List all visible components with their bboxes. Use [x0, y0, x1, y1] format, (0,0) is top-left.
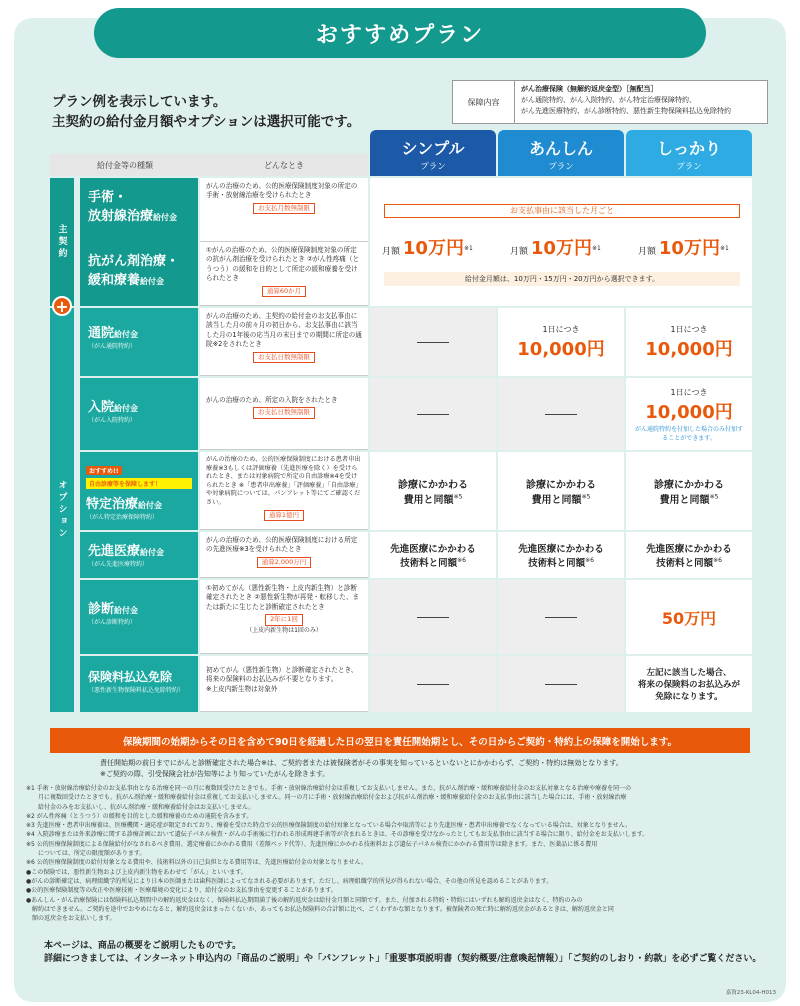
footnote: 月に複数回受けたときでも、抗がん剤治療・緩和療養給付金は重複してお支払いしません。同一の月に手術・放射線治療給付金および抗がん剤治療・緩和療養給付金のお支払事由に該当した場合には、手術・放射線治療 — [26, 794, 627, 802]
cat-special — [80, 452, 198, 530]
cat-diagnosis-suffix: 給付金 — [114, 606, 139, 615]
cat-special-sub: （がん特定治療保障特約） — [86, 514, 159, 521]
cell-inpatient-simple — [370, 378, 496, 450]
main-amount-anshin — [510, 234, 620, 260]
amount-shikkari: 10万円 — [658, 238, 720, 259]
side-label-main: 主契約 — [50, 178, 74, 306]
cat-diagnosis-sub: （がん診断特約） — [88, 619, 137, 626]
cat-waiver — [80, 656, 198, 712]
notice-sub — [100, 758, 623, 780]
cell-advanced-shikkari — [626, 532, 752, 578]
special-mark: ※5 — [581, 493, 591, 501]
advanced-value1: 先進医療にかかわる — [390, 544, 476, 555]
advanced-value2: 技術料と同額 — [400, 558, 458, 569]
cell-special-anshin — [498, 452, 624, 530]
tag-inpatient: お支払日数無制限 — [253, 407, 315, 418]
cat-outpatient-sub: （がん通院特約） — [88, 343, 137, 350]
cond-waiver-text: 初めてがん（悪性新生物）と診断確定されたとき、将来の保険料のお払込みが不要となります。 — [206, 666, 358, 684]
footnote: については、所定の限度額があります。 — [26, 850, 146, 858]
footnote: 給付金のみをお支払いし、抗がん剤治療・緩和療養給付金はお支払いしません。 — [26, 803, 255, 811]
diagnosis-amount: 50万円 — [661, 608, 717, 628]
waiver-value2: 将来の保険料のお払込みが — [637, 680, 740, 690]
footnote: ※5 公的医療保険制度による保険給付がなされるべき費用、選定療養にかかわる費用（差額ベッド代等）、先進医療にかかわる技術料および遺伝子パネル検査にかかわる費用等は除きます。また、医薬品に係る費用 — [26, 840, 598, 848]
cat-inpatient-sub: （がん入院特約） — [88, 417, 137, 424]
cat-advanced — [80, 532, 198, 578]
plan-shikkari-sub: プラン — [676, 162, 702, 172]
cell-special-simple — [370, 452, 496, 530]
cat-surgery-suffix: 給付金 — [153, 213, 178, 222]
cat-diagnosis-name: 診断 — [88, 602, 115, 617]
footnote: ●この保険では、悪性新生物および上皮内新生物をあわせて「がん」といいます。 — [26, 868, 247, 876]
bottom-note-1: 本ページは、商品の概要をご説明したものです。 — [44, 941, 242, 951]
footnote: ●公的医療保険制度等の改正や医療技術・医療環境の変化により、給付金のお支払事由を変更することがあります。 — [26, 887, 337, 895]
per-day-label: 1日につき — [542, 324, 580, 334]
footnote: ●がんの診断確定は、病理組織学的所見により日本の医師または歯科医師によってなされる必要があります。ただし、病理組織学的所見が得られない場合、その他の所見を認めることがあります。 — [26, 877, 553, 885]
footnote: ※1 手術・放射線治療給付金のお支払事由となる治療を同一の月に複数回受けたときでも、手術・放射線治療給付金は重複してお支払いしません。また、抗がん剤治療・緩和療養給付金のお支払対象となる治療や療養を同一の — [26, 785, 632, 792]
cat-outpatient — [80, 308, 198, 376]
notice-sub-1: 責任開始期の前日までにがんと診断確定された場合※は、ご契約者または被保険者がその事実を知っているといないとにかかわらず、ご契約・特約は無効となります。 — [100, 759, 623, 767]
badge-free-treatment: 自由診療等を保障します！ — [86, 478, 192, 489]
special-value1: 診療にかかわる — [526, 480, 596, 491]
notice-bar: 保険期間の始期からその日を含めて90日を経過した日の翌日を責任開始期とし、その日からご契約・特約上の保障を開始します。 — [50, 728, 750, 753]
plan-simple-sub: プラン — [420, 162, 446, 172]
main-footer: 給付金月額は、10万円・15万円・20万円から選択できます。 — [384, 272, 740, 286]
outpatient-amount-anshin: 10,000円 — [517, 338, 605, 360]
cat-chemo — [80, 242, 198, 306]
footnote: 額の返戻金をお支払いします。 — [26, 915, 116, 923]
main-amount-simple — [382, 234, 492, 260]
cat-waiver-name: 保険料払込免除 — [88, 670, 173, 684]
footnote: 解約はできません。ご契約を途中でおやめになると、解約返戻金はまったくないか、あってもお払込保険料の合計額に比べ、ごくわずかな額となります。被保険者の死亡時に解約返戻金があるときは、解約返戻金と同 — [26, 905, 614, 913]
advanced-mark: ※6 — [457, 556, 466, 564]
plus-icon: + — [52, 296, 72, 316]
cell-outpatient-shikkari — [626, 308, 752, 376]
cond-surgery-text: がんの治療のため、公的医療保険制度対象の所定の手術・放射線治療を受けられたとき — [206, 182, 358, 200]
cat-chemo-line2 — [88, 269, 190, 288]
cat-surgery-line1: 手術・ — [88, 190, 128, 205]
cat-special-name: 特定治療 — [86, 497, 139, 512]
cond-special — [200, 452, 368, 530]
cat-surgery-name2: 放射線治療 — [88, 209, 154, 224]
tag-special: 通算1億円 — [264, 510, 304, 521]
special-value2: 費用と同額 — [659, 495, 710, 506]
cell-outpatient-simple — [370, 308, 496, 376]
cond-outpatient-text: がんの治療のため、主契約の給付金のお支払事由に該当した月の前々月の初日から、お支払事由に該当した月の1年後の応当月の末日までの期間に所定の通院※2をされたとき — [206, 312, 362, 349]
cond-waiver — [200, 656, 368, 712]
cat-advanced-suffix: 給付金 — [140, 548, 165, 557]
plan-shikkari-header — [626, 130, 752, 176]
cond-advanced — [200, 532, 368, 578]
advanced-value1: 先進医療にかかわる — [518, 544, 604, 555]
cell-diagnosis-simple — [370, 580, 496, 654]
cat-inpatient-suffix: 給付金 — [114, 404, 139, 413]
plan-simple-header — [370, 130, 496, 176]
tag-advanced: 通算2,000万円 — [257, 557, 312, 568]
inpatient-amount-shikkari: 10,000円 — [645, 401, 733, 423]
special-mark: ※5 — [453, 493, 463, 501]
cell-waiver-shikkari — [626, 656, 752, 712]
cat-inpatient — [80, 378, 198, 450]
cell-special-shikkari — [626, 452, 752, 530]
bottom-note — [44, 940, 761, 966]
cell-inpatient-shikkari — [626, 378, 752, 450]
main-benefit-area — [370, 178, 752, 306]
cell-waiver-anshin — [498, 656, 624, 712]
note-mark-1: ※1 — [463, 245, 473, 252]
coverage-box — [452, 80, 768, 124]
amount-simple: 10万円 — [402, 238, 464, 259]
dash — [545, 684, 577, 685]
cond-surgery — [200, 178, 368, 242]
dash — [417, 684, 449, 685]
cond-diagnosis-text: ①初めてがん（悪性新生物・上皮内新生物）と診断確定されたとき ②悪性新生物が再発・転移した、または新たに生じたと診断確定されたとき — [206, 584, 360, 611]
footnote: ※6 公的医療保険制度の給付対象となる費用や、技術料以外の日己負担となる費用等は、先進医療給付金の対象となりません。 — [26, 859, 367, 867]
monthly-label-2: 月額 — [510, 247, 529, 257]
advanced-value1: 先進医療にかかわる — [646, 544, 732, 555]
coverage-line-1: がん治療保険（無解約返戻金型）［無配当］ — [521, 85, 658, 93]
monthly-label: 月額 — [382, 247, 401, 257]
cell-advanced-simple — [370, 532, 496, 578]
cell-advanced-anshin — [498, 532, 624, 578]
cat-surgery-line2 — [88, 205, 190, 224]
cond-chemo — [200, 242, 368, 306]
cond-advanced-text: がんの治療のため、公的医療保険制度における所定の先進医療※3を受けられたとき — [206, 536, 358, 554]
tag-diagnosis: 2年に1回 — [265, 614, 303, 625]
footnotes — [26, 784, 772, 923]
badge-recommend: おすすめ!! — [86, 466, 122, 475]
cond-inpatient-text: がんの治療のため、所定の入院をされたとき — [206, 396, 338, 404]
cat-special-suffix: 給付金 — [138, 501, 163, 510]
plan-anshin-name: あんしん — [528, 139, 593, 158]
dash — [417, 414, 449, 415]
cat-waiver-sub: （悪性新生物保険料払込免除特約） — [88, 687, 185, 694]
amount-anshin: 10万円 — [530, 238, 592, 259]
waiver-value3: 免除になります。 — [655, 692, 723, 702]
bottom-note-2: 詳細につきましては、インターネット申込内の「商品のご説明」や「パンフレット」「重要事項説明書（契約概要/注意喚起情報）」「ご契約のしおり・約款」を必ずご覧ください。 — [44, 954, 762, 964]
cond-waiver-text2: ※上皮内新生物は対象外 — [206, 684, 278, 693]
cat-diagnosis — [80, 580, 198, 654]
cond-chemo-text: ①がんの治療のため、公的医療保険制度対象の所定の抗がん剤治療を受けられたとき ②がん性疼痛（とうつう）の緩和を目的として所定の緩和療養を受けられたとき — [206, 246, 360, 283]
coverage-line-2: がん通院特約、がん入院特約、がん特定治療保障特約、 — [521, 96, 696, 104]
cat-outpatient-suffix: 給付金 — [114, 330, 139, 339]
header-type: 給付金等の種類 — [50, 154, 200, 176]
cell-outpatient-anshin — [498, 308, 624, 376]
advanced-value2: 技術料と同額 — [528, 558, 586, 569]
cat-chemo-name2: 緩和療養 — [88, 273, 141, 288]
header-when: どんなとき — [200, 154, 368, 176]
footnote: ※2 がん性疼痛（とうつう）の緩和を目的とした緩和療養のための通院を含みます。 — [26, 812, 253, 820]
dash — [417, 617, 449, 618]
main-amount-shikkari — [638, 234, 748, 260]
coverage-line-3: がん先進医療特約、がん診断特約、悪性新生物保険料払込免除特約 — [521, 107, 731, 115]
plan-anshin-header — [498, 130, 624, 176]
cond-special-text: がんの治療のため、公的医療保険制度における患者申出療養※3もしくは評価療養（先進医療を除く）を受けられたとき、または対象病院で所定の自由診療※4を受けられたとき ※「患者申出療養」「評価療養」「自由診療」や対象病院については、パンフレット等にてご確認ください。 — [206, 456, 362, 506]
waiver-value1: 左記に該当した場合、 — [646, 668, 732, 678]
cat-advanced-name: 先進医療 — [88, 544, 141, 559]
side-label-option: オプション — [50, 308, 74, 712]
tag-diagnosis-sub: （上皮内新生物は1回のみ） — [246, 626, 322, 634]
special-value2: 費用と同額 — [403, 495, 454, 506]
cond-outpatient — [200, 308, 368, 376]
footnote: ●あんしん・がん治療保険には保険料払込期間中の解約返戻金はなく、保険料払込期間満了後の解約返戻金は給付金月額と同額です。また、付加される特約・特約にはいずれも解約返戻金はなく、特約のみの — [26, 896, 583, 904]
cell-diagnosis-shikkari — [626, 580, 752, 654]
inpatient-note: がん通院特約を付加した場合のみ付加することができます。 — [634, 425, 743, 442]
intro-text — [52, 92, 360, 132]
intro-line-1: プラン例を表示しています。 — [52, 94, 227, 110]
dash — [545, 414, 577, 415]
cell-waiver-simple — [370, 656, 496, 712]
special-value2: 費用と同額 — [531, 495, 582, 506]
cell-inpatient-anshin — [498, 378, 624, 450]
cat-inpatient-name: 入院 — [88, 400, 115, 415]
intro-line-2: 主契約の給付金月額やオプションは選択可能です。 — [52, 114, 361, 130]
main-banner: お支払事由に該当した月ごと — [384, 204, 740, 218]
footnote: ※4 入院診療または外来診療に関する診療計画において遺伝子パネル検査・がんの手術後に行われる形成再建手術等が含まれるときは、その診療を受けなかったとしてもお支払事由に該当する場合に限り、給付金をお支払いします。 — [26, 831, 649, 839]
notice-sub-2: ※ご契約の際、引受保険会社が告知等により知っていたがんを除きます。 — [100, 770, 330, 778]
plan-anshin-sub: プラン — [548, 162, 574, 172]
outpatient-amount-shikkari: 10,000円 — [645, 338, 733, 360]
tag-chemo: 通算60か月 — [262, 286, 306, 297]
special-value1: 診療にかかわる — [654, 480, 724, 491]
note-mark-2: ※1 — [591, 245, 601, 252]
coverage-value — [521, 84, 767, 117]
document-code: 嘉資23-KL04-H013 — [725, 990, 776, 996]
cat-advanced-sub: （がん先進医療特約） — [88, 561, 149, 568]
cell-diagnosis-anshin — [498, 580, 624, 654]
monthly-label-3: 月額 — [638, 247, 657, 257]
footnote: ※3 先進医療・患者申出療養は、医療機関・適応症が限定されており、療養を受けた時点で公的医療保険制度の給付対象となっている場合や取消等により先進医療・患者申出療養でなくなっている場合は、対象となりません。 — [26, 822, 632, 830]
note-mark-3: ※1 — [719, 245, 729, 252]
special-value1: 診療にかかわる — [398, 480, 468, 491]
cat-outpatient-name: 通院 — [88, 326, 115, 341]
cond-inpatient — [200, 378, 368, 450]
advanced-mark: ※6 — [585, 556, 594, 564]
cat-surgery — [80, 178, 198, 242]
plan-shikkari-name: しっかり — [656, 139, 721, 158]
plan-simple-name: シンプル — [401, 139, 465, 158]
cat-chemo-line1: 抗がん剤治療・ — [88, 254, 180, 269]
per-day-label-3: 1日につき — [670, 387, 708, 397]
dash — [417, 342, 449, 343]
tag-outpatient: お支払日数無制限 — [253, 352, 315, 363]
tag-surgery: お支払月数無制限 — [253, 203, 315, 214]
coverage-label: 保障内容 — [453, 81, 515, 123]
cond-diagnosis — [200, 580, 368, 654]
dash — [545, 617, 577, 618]
cat-chemo-suffix: 給付金 — [140, 277, 165, 286]
page-title: おすすめプラン — [94, 8, 706, 58]
special-mark: ※5 — [709, 493, 719, 501]
per-day-label-2: 1日につき — [670, 324, 708, 334]
advanced-value2: 技術料と同額 — [656, 558, 714, 569]
advanced-mark: ※6 — [713, 556, 722, 564]
